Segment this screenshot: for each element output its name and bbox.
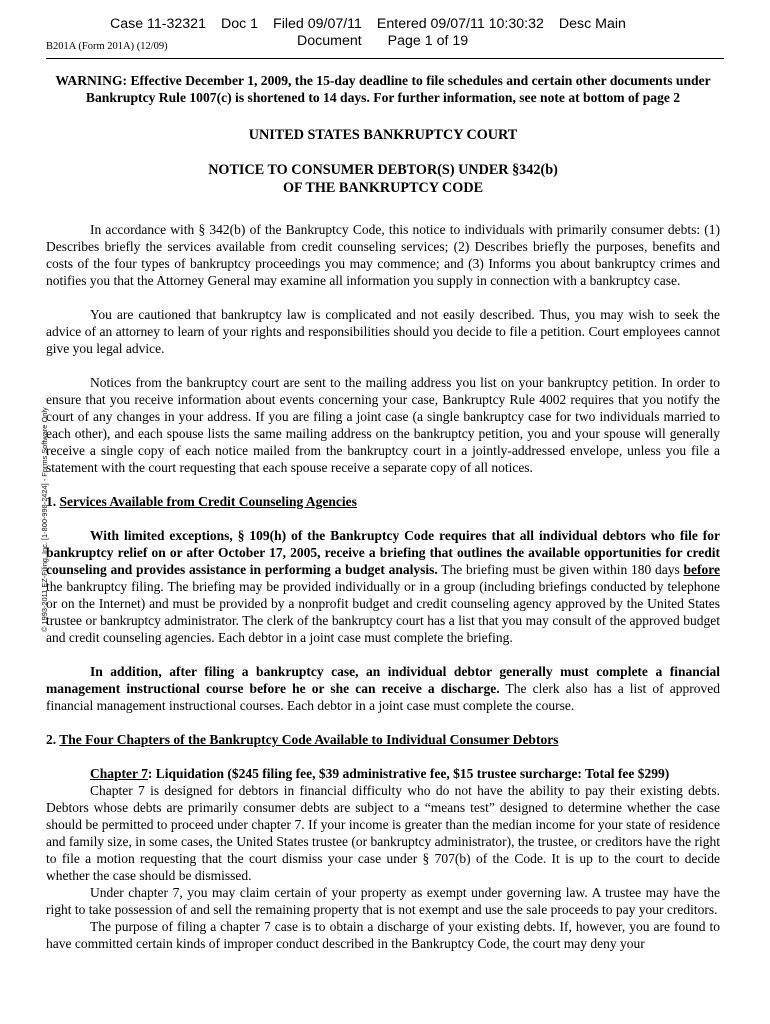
notice-title-line-2: OF THE BANKRUPTCY CODE bbox=[282, 180, 484, 196]
case-number: Case 11-32321 bbox=[110, 16, 206, 32]
section-2-heading bbox=[46, 731, 720, 748]
page-indicator: Page 1 of 19 bbox=[387, 33, 469, 49]
entered-date: Entered 09/07/11 10:30:32 bbox=[376, 16, 544, 32]
section-2-number: 2. bbox=[46, 732, 60, 747]
intro-paragraph: In accordance with § 342(b) of the Bankruptcy Code, this notice to individuals with primarily consumer debts: (1) Describes briefly the services available from credit counseling services; (2) Describes briefly the purposes, benefits and costs of the four types of bankruptcy proceedings you may commence; and (3) Informs you about bankruptcy crimes and notifies you that the Attorney General may examine all information you supply in connection with a bankruptcy case. bbox=[46, 222, 720, 288]
warning-notice: WARNING: Effective December 1, 2009, the 15-day deadline to file schedules and certain other documents under Bankruptcy Rule 1007(c) is shortened to 14 days. For further information, see note at bottom of page 2 bbox=[55, 73, 711, 105]
court-filing-stamp bbox=[110, 16, 690, 49]
chapter-7-label: Chapter 7 bbox=[90, 766, 148, 781]
course-text: The clerk also has a list of approved financial management instructional courses. Each debtor in a joint case must complete the course. bbox=[46, 681, 720, 713]
desc-main: Desc Main bbox=[558, 16, 626, 32]
chapter-7-heading bbox=[46, 765, 720, 782]
briefing-text-b: the bankruptcy filing. The briefing may be provided individually or in a group (including briefings conducted by telephone or on the Internet) and must be provided by a nonprofit budget and credit counseling agency approved by the United States trustee or bankruptcy administrator. The clerk of the bankruptcy court has a list that you may consult of the approved budget and credit counseling agencies. Each debtor in a joint case must complete the briefing. bbox=[46, 579, 720, 645]
software-credit: © 1993-2011 EZ-Filing, Inc. [1-800-998-2424] - Forms Software Only bbox=[40, 407, 49, 632]
document-label: Document bbox=[297, 33, 362, 49]
section-1-title: Services Available from Credit Counseling Agencies bbox=[59, 494, 357, 509]
filed-date: Filed 09/07/11 bbox=[273, 16, 362, 32]
document-body bbox=[46, 72, 720, 952]
court-title: UNITED STATES BANKRUPTCY COURT bbox=[248, 127, 518, 143]
doc-number: Doc 1 bbox=[220, 16, 259, 32]
briefing-bold: With limited exceptions, § 109(h) of the Bankruptcy Code requires that all individual debtors who file for bankruptcy relief on or after October 17, 2005, receive a briefing that outlines the available opportunities for credit counseling and provides assistance in performing a budget analysis. bbox=[46, 528, 720, 577]
briefing-text-a: The briefing must be given within 180 days bbox=[437, 562, 684, 577]
header-rule bbox=[46, 58, 724, 59]
section-1-heading bbox=[46, 493, 720, 510]
notices-paragraph: Notices from the bankruptcy court are sent to the mailing address you list on your bankruptcy petition. In order to ensure that you receive information about events concerning your case, Bankruptcy Rule 4002 requires that you notify the court of any changes in your address. If you are filing a joint case (a single bankruptcy case for two individuals married to each other), and each spouse lists the same mailing address on the bankruptcy petition, you and your spouse will generally receive a single copy of each notice mailed from the bankruptcy court in a jointly-addressed envelope, unless you file a statement with the court requesting that each spouse receive a separate copy of all notices. bbox=[46, 375, 720, 475]
form-id: B201A (Form 201A) (12/09) bbox=[46, 41, 168, 52]
chapter-7-paragraph-1: Chapter 7 is designed for debtors in financial difficulty who do not have the ability to pay their existing debts. Debtors whose debts are primarily consumer debts are subject to a “means test” designed to determine whether the case should be permitted to proceed under chapter 7. If your income is greater than the median income for your state of residence and family size, in some cases, the United States trustee (or bankruptcy administrator), the trustee, or creditors have the right to file a motion requesting that the court dismiss your case under § 707(b) of the Code. It is up to the court to decide whether the case should be dismissed. bbox=[46, 783, 720, 883]
course-bold: In addition, after filing a bankruptcy case, an individual debtor generally must complete a financial management instructional course before he or she can receive a discharge. bbox=[46, 664, 720, 696]
chapter-7-paragraph-3: The purpose of filing a chapter 7 case is to obtain a discharge of your existing debts. If, however, you are found to have committed certain kinds of improper conduct described in the Bankruptcy Code, the court may deny your bbox=[46, 919, 720, 951]
briefing-paragraph bbox=[46, 527, 720, 646]
chapter-7-fees: : Liquidation ($245 filing fee, $39 administrative fee, $15 trustee surcharge: Total fee $299) bbox=[147, 766, 670, 781]
notice-title-line-1: NOTICE TO CONSUMER DEBTOR(S) UNDER §342(b) bbox=[208, 162, 558, 178]
notice-title bbox=[46, 161, 720, 197]
caution-paragraph: You are cautioned that bankruptcy law is complicated and not easily described. Thus, you may wish to seek the advice of an attorney to learn of your rights and responsibilities should you decide to file a petition. Court employees cannot give you legal advice. bbox=[46, 307, 720, 356]
chapter-7-paragraph-2: Under chapter 7, you may claim certain of your property as exempt under governing law. A trustee may have the right to take possession of and sell the remaining property that is not exempt and use the sale proceeds to pay your creditors. bbox=[46, 885, 720, 917]
section-1-number: 1. bbox=[46, 494, 60, 509]
briefing-before: before bbox=[683, 562, 720, 577]
section-2-title: The Four Chapters of the Bankruptcy Code Available to Individual Consumer Debtors bbox=[59, 732, 559, 747]
course-paragraph bbox=[46, 663, 720, 714]
